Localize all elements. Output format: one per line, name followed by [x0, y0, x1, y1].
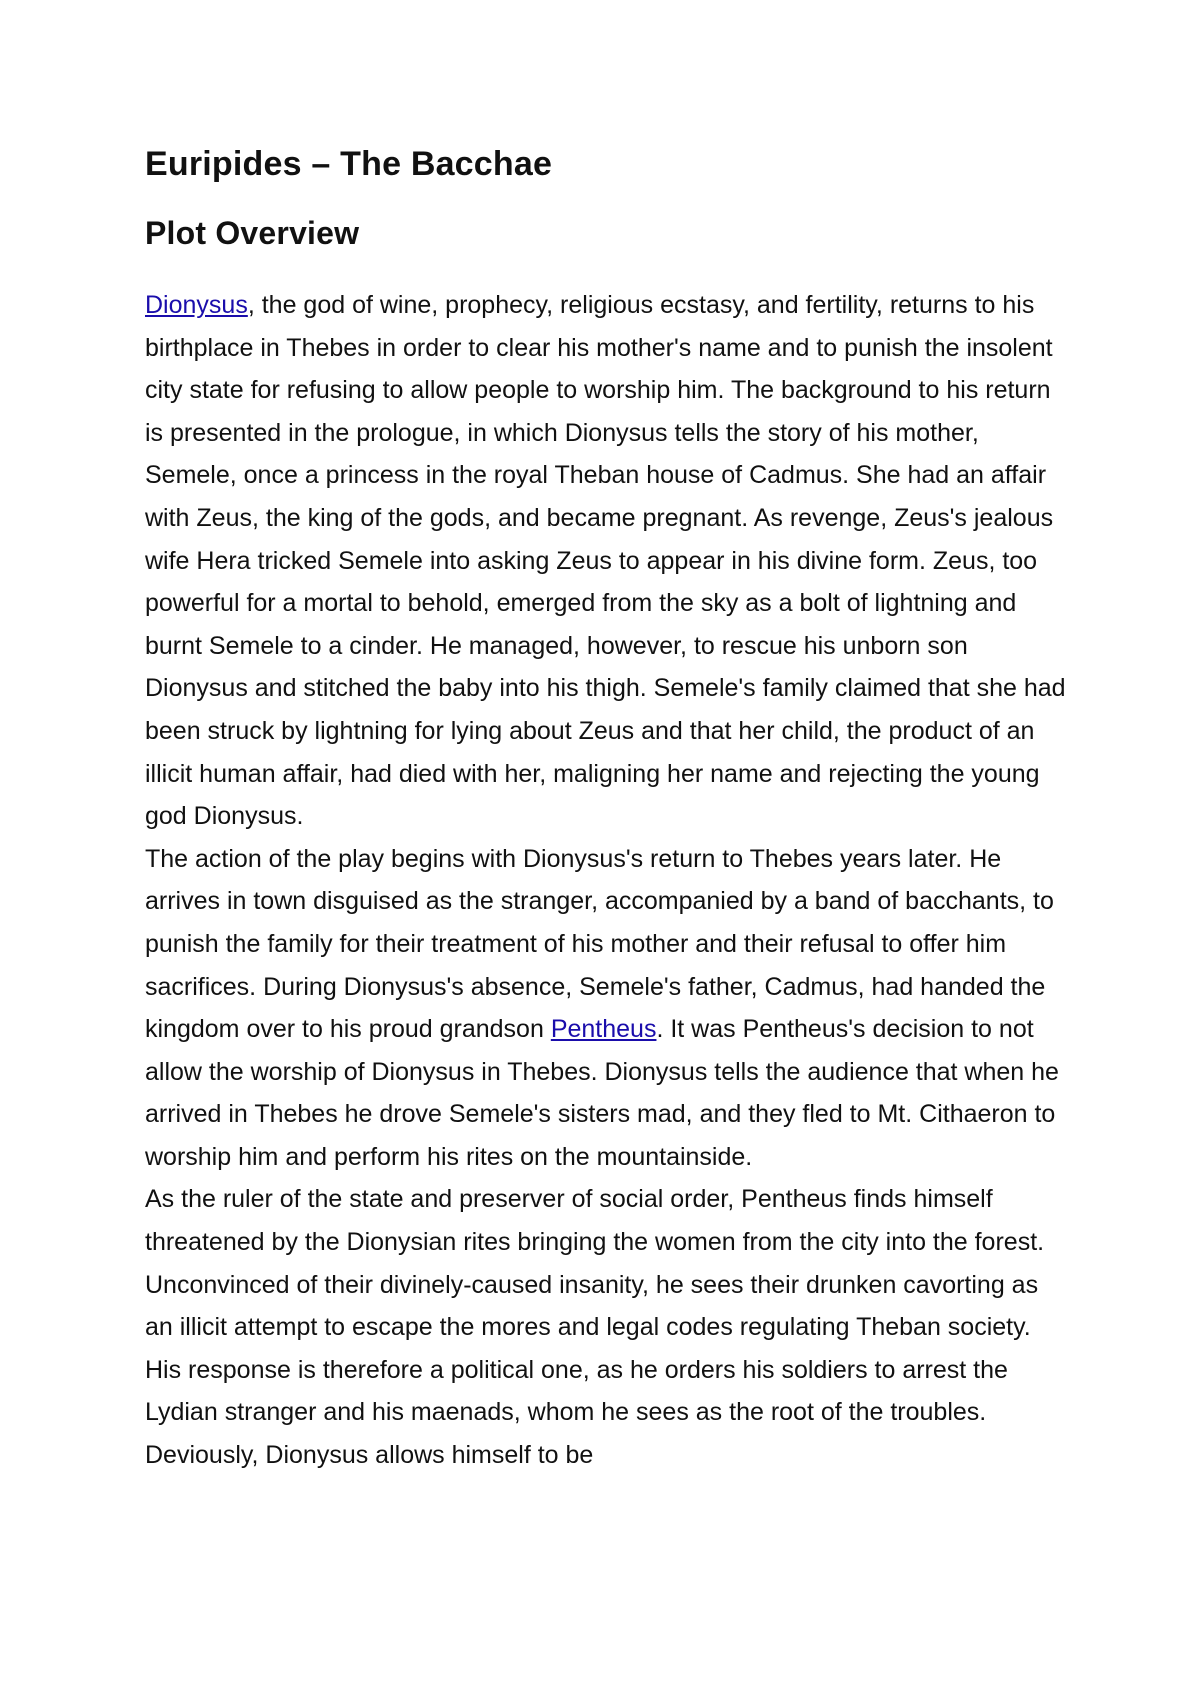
- paragraph-1: [145, 284, 1070, 838]
- paragraph-2-text-after: . It was Pentheus's decision to not allow the worship of Dionysus in Thebes. Dionysus tells the audience that when he arrived in Thebes he drove Semele's sisters mad, and they fled to Mt. Cithaeron to worship him and perform his rites on the mountainside.: [145, 1015, 1059, 1171]
- document-content: [145, 140, 1070, 1477]
- pentheus-link[interactable]: Pentheus: [550, 1015, 657, 1044]
- document-title: Euripides – The Bacchae: [145, 145, 553, 183]
- document-body: [145, 284, 1070, 1477]
- dionysus-link[interactable]: Dionysus: [145, 291, 248, 319]
- paragraph-3: [145, 1178, 1070, 1476]
- paragraph-3-text: As the ruler of the state and preserver of social order, Pentheus finds himself threatened by the Dionysian rites bringing the women from the city into the forest. Unconvinced of their divinely-caused insanity, he sees their drunken cavorting as an illicit attempt to escape the mores and legal codes regulating Theban society. His response is therefore a political one, as he orders his soldiers to arrest the Lydian stranger and his maenads, whom he sees as the root of the troubles. Deviously, Dionysus allows himself to be: [145, 1185, 1045, 1470]
- section-heading-plot-overview: Plot Overview: [145, 215, 360, 251]
- paragraph-1-text: , the god of wine, prophecy, religious ecstasy, and fertility, returns to his birthplace in Thebes in order to clear his mother's name and to punish the insolent city state for refusing to allow people to worship him. The background to his return is presented in the prologue, in which Dionysus tells the story of his mother, Semele, once a princess in the royal Theban house of Cadmus. She had an affair with Zeus, the king of the gods, and became pregnant. As revenge, Zeus's jealous wife Hera tricked Semele into asking Zeus to appear in his divine form. Zeus, too powerful for a mortal to behold, emerged from the sky as a bolt of lightning and burnt Semele to a cinder. He managed, however, to rescue his unborn son Dionysus and stitched the baby into his thigh. Semele's family claimed that she had been struck by lightning for lying about Zeus and that her child, the product of an illicit human affair, had died with her, maligning her name and rejecting the young god Dionysus.: [145, 291, 1066, 831]
- paragraph-2: [145, 838, 1070, 1179]
- paragraph-2-text-before: The action of the play begins with Dionysus's return to Thebes years later. He arrives in town disguised as the stranger, accompanied by a band of bacchants, to punish the family for their treatment of his mother and their refusal to offer him sacrifices. During Dionysus's absence, Semele's father, Cadmus, had handed the kingdom over to his proud grandson: [145, 844, 1054, 1044]
